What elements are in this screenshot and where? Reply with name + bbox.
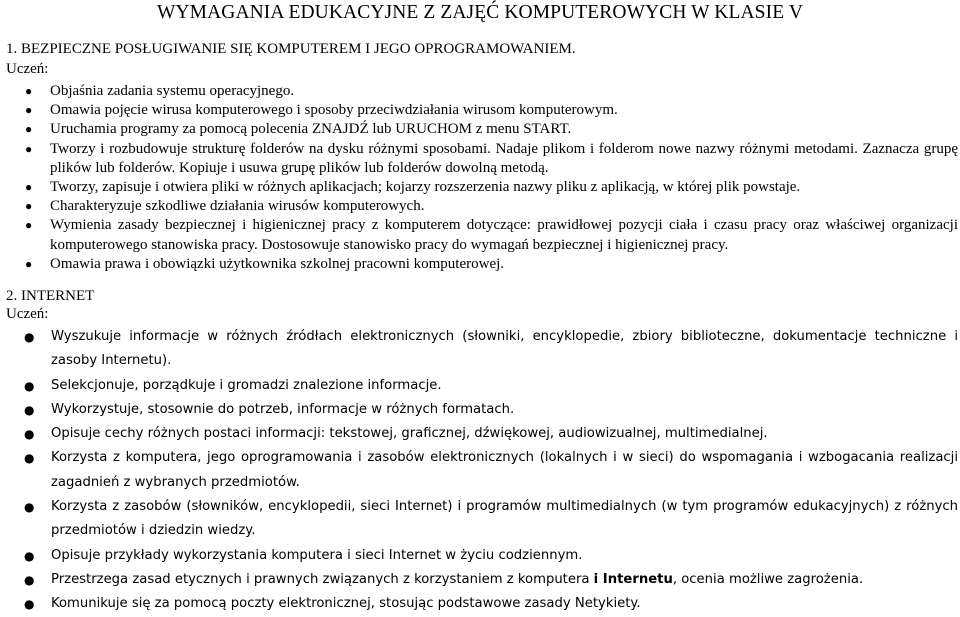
list-item: ● Opisuje cechy różnych postaci informacji: tekstowej, graficznej, dźwiękowej, audiowizualnej, multimedialnej.	[0, 422, 958, 446]
list-item: ● Przestrzega zasad etycznych i prawnych związanych z korzystaniem z komputera i Internetu, ocenia możliwe zagrożenia.	[0, 568, 958, 592]
list-item: ● Korzysta z zasobów (słowników, encyklopedii, sieci Internet) i programów multimedialnych (w tym programów edukacyjnych) z różnych przedmiotów i dziedzin wiedzy.	[0, 495, 958, 544]
section-1-heading: 1. BEZPIECZNE POSŁUGIWANIE SIĘ KOMPUTEREM I JEGO OPROGRAMOWANIEM.	[6, 41, 576, 57]
list-item: ● Uruchamia programy za pomocą polecenia ZNAJDŹ lub URUCHOM z menu START.	[0, 120, 958, 139]
list-item: ● Objaśnia zadania systemu operacyjnego.	[0, 82, 958, 101]
bullet-icon: ●	[25, 199, 33, 214]
list-item: ● Wymienia zasady bezpiecznej i higienicznej pracy z komputerem dotyczące: prawidłowej pozycji ciała i czasu pracy oraz właściwej organizacji komputerowego stanowiska pracy. Dostosowuje stanowisko pracy do wymagań bezpiecznej i higienicznej pracy.	[25, 217, 958, 253]
section-2-list	[0, 325, 958, 617]
bullet-icon: ●	[24, 378, 35, 393]
bullet-icon: ●	[25, 180, 33, 195]
bullet-icon: ●	[25, 103, 33, 118]
bullet-icon: ●	[25, 218, 33, 233]
bullet-icon: ●	[24, 402, 35, 417]
bullet-icon: ●	[24, 451, 35, 466]
bullet-icon: ●	[24, 597, 35, 612]
section-2-heading: 2. INTERNET	[6, 288, 95, 304]
list-item: ● Charakteryzuje szkodliwe działania wirusów komputerowych.	[0, 197, 958, 216]
section-1-uczen-label: Uczeń:	[6, 61, 49, 77]
list-item: ● Opisuje przykłady wykorzystania komputera i sieci Internet w życiu codziennym.	[0, 544, 958, 568]
bullet-icon: ●	[24, 572, 35, 587]
section-2-uczen-label: Uczeń:	[6, 306, 49, 322]
bullet-icon: ●	[25, 256, 33, 271]
list-item: ● Wykorzystuje, stosownie do potrzeb, informacje w różnych formatach.	[0, 398, 958, 422]
list-item: ● Komunikuje się za pomocą poczty elektronicznej, stosując podstawowe zasady Netykiety.	[0, 592, 958, 616]
list-item: ● Omawia prawa i obowiązki użytkownika szkolnej pracowni komputerowej.	[0, 255, 958, 274]
list-item: ● Wyszukuje informacje w różnych źródłach elektronicznych (słowniki, encyklopedie, zbiory biblioteczne, dokumentacje techniczne i zasoby Internetu).	[0, 325, 958, 374]
bullet-icon: ●	[24, 330, 35, 344]
list-item: ● Korzysta z komputera, jego oprogramowania i zasobów elektronicznych (lokalnych i w sieci) do wspomagania i wzbogacania realizacji zagadnień z wybranych przedmiotów.	[0, 446, 958, 495]
bullet-icon: ●	[25, 84, 33, 98]
bullet-icon: ●	[24, 548, 35, 563]
bullet-icon: ●	[25, 141, 33, 156]
bullet-icon: ●	[25, 122, 33, 137]
list-item: ● Tworzy i rozbudowuje strukturę folderów na dysku różnymi sposobami. Nadaje plikom i folderom nowe nazwy różnymi metodami. Zaznacza grupę plików lub folderów. Kopiuje i usuwa grupę plików lub folderów dowolną metodą.	[25, 140, 958, 176]
document-title: WYMAGANIA EDUKACYJNE Z ZAJĘĆ KOMPUTEROWYCH W KLASIE V	[156, 2, 804, 23]
list-item: ● Selekcjonuje, porządkuje i gromadzi znalezione informacje.	[0, 374, 958, 398]
bullet-icon: ●	[24, 500, 35, 515]
bullet-icon: ●	[24, 427, 35, 442]
section-1-list	[0, 82, 958, 274]
list-item: ● Omawia pojęcie wirusa komputerowego i sposoby przeciwdziałania wirusom komputerowym.	[0, 101, 958, 120]
list-item: ● Tworzy, zapisuje i otwiera pliki w różnych aplikacjach; kojarzy rozszerzenia nazwy pliku z aplikacją, w której plik powstaje.	[0, 178, 958, 197]
